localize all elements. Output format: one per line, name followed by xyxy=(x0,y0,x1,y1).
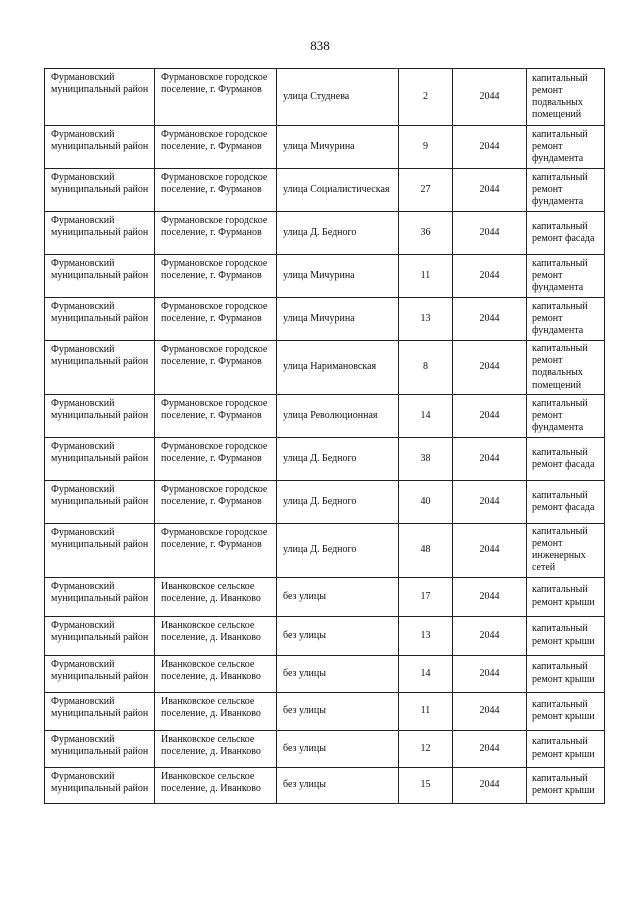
work-type-cell: капитальный ремонт фундамента xyxy=(527,298,605,341)
street-cell: улица Мичурина xyxy=(277,255,399,298)
settlement-cell: Фурмановское городское поселение, г. Фурманов xyxy=(155,394,277,437)
table-row xyxy=(45,212,605,255)
year-cell: 2044 xyxy=(453,523,527,577)
district-cell: Фурмановский муниципальный район xyxy=(45,126,155,169)
settlement-cell: Иванковское сельское поселение, д. Иванково xyxy=(155,577,277,616)
work-type-cell: капитальный ремонт крыши xyxy=(527,767,605,803)
house-number-cell: 15 xyxy=(399,767,453,803)
table-row xyxy=(45,692,605,730)
year-cell: 2044 xyxy=(453,255,527,298)
year-cell: 2044 xyxy=(453,437,527,480)
district-cell: Фурмановский муниципальный район xyxy=(45,298,155,341)
house-number-cell: 13 xyxy=(399,298,453,341)
work-type-cell: капитальный ремонт крыши xyxy=(527,692,605,730)
street-cell: улица Мичурина xyxy=(277,126,399,169)
district-cell: Фурмановский муниципальный район xyxy=(45,255,155,298)
settlement-cell: Фурмановское городское поселение, г. Фурманов xyxy=(155,69,277,126)
district-cell: Фурмановский муниципальный район xyxy=(45,212,155,255)
street-cell: улица Д. Бедного xyxy=(277,212,399,255)
district-cell: Фурмановский муниципальный район xyxy=(45,577,155,616)
house-number-cell: 8 xyxy=(399,341,453,395)
table-row xyxy=(45,577,605,616)
settlement-cell: Фурмановское городское поселение, г. Фурманов xyxy=(155,480,277,523)
year-cell: 2044 xyxy=(453,126,527,169)
district-cell: Фурмановский муниципальный район xyxy=(45,341,155,395)
year-cell: 2044 xyxy=(453,341,527,395)
house-number-cell: 17 xyxy=(399,577,453,616)
work-type-cell: капитальный ремонт крыши xyxy=(527,730,605,767)
street-cell: без улицы xyxy=(277,730,399,767)
district-cell: Фурмановский муниципальный район xyxy=(45,730,155,767)
work-type-cell: капитальный ремонт фундамента xyxy=(527,394,605,437)
table-row xyxy=(45,255,605,298)
district-cell: Фурмановский муниципальный район xyxy=(45,437,155,480)
table-row xyxy=(45,169,605,212)
settlement-cell: Фурмановское городское поселение, г. Фурманов xyxy=(155,523,277,577)
house-number-cell: 11 xyxy=(399,692,453,730)
table-row xyxy=(45,298,605,341)
settlement-cell: Фурмановское городское поселение, г. Фурманов xyxy=(155,437,277,480)
page-number: 838 xyxy=(310,38,330,53)
work-type-cell: капитальный ремонт фундамента xyxy=(527,169,605,212)
table-row xyxy=(45,394,605,437)
house-number-cell: 12 xyxy=(399,730,453,767)
settlement-cell: Фурмановское городское поселение, г. Фурманов xyxy=(155,341,277,395)
street-cell: улица Революционная xyxy=(277,394,399,437)
settlement-cell: Иванковское сельское поселение, д. Иванково xyxy=(155,692,277,730)
year-cell: 2044 xyxy=(453,169,527,212)
table-row xyxy=(45,767,605,803)
year-cell: 2044 xyxy=(453,616,527,655)
work-type-cell: капитальный ремонт фасада xyxy=(527,480,605,523)
house-number-cell: 11 xyxy=(399,255,453,298)
year-cell: 2044 xyxy=(453,577,527,616)
table-row xyxy=(45,655,605,692)
settlement-cell: Иванковское сельское поселение, д. Иванково xyxy=(155,767,277,803)
house-number-cell: 36 xyxy=(399,212,453,255)
district-cell: Фурмановский муниципальный район xyxy=(45,523,155,577)
year-cell: 2044 xyxy=(453,212,527,255)
settlement-cell: Иванковское сельское поселение, д. Иванково xyxy=(155,730,277,767)
street-cell: улица Д. Бедного xyxy=(277,437,399,480)
year-cell: 2044 xyxy=(453,480,527,523)
work-type-cell: капитальный ремонт подвальных помещений xyxy=(527,69,605,126)
table-row xyxy=(45,437,605,480)
house-number-cell: 38 xyxy=(399,437,453,480)
year-cell: 2044 xyxy=(453,655,527,692)
table-body xyxy=(45,69,605,804)
work-type-cell: капитальный ремонт подвальных помещений xyxy=(527,341,605,395)
work-type-cell: капитальный ремонт фасада xyxy=(527,212,605,255)
district-cell: Фурмановский муниципальный район xyxy=(45,480,155,523)
table-row xyxy=(45,730,605,767)
table-row xyxy=(45,69,605,126)
district-cell: Фурмановский муниципальный район xyxy=(45,394,155,437)
district-cell: Фурмановский муниципальный район xyxy=(45,616,155,655)
district-cell: Фурмановский муниципальный район xyxy=(45,169,155,212)
house-number-cell: 27 xyxy=(399,169,453,212)
street-cell: без улицы xyxy=(277,577,399,616)
district-cell: Фурмановский муниципальный район xyxy=(45,692,155,730)
table-row xyxy=(45,126,605,169)
house-number-cell: 14 xyxy=(399,655,453,692)
work-type-cell: капитальный ремонт крыши xyxy=(527,655,605,692)
street-cell: улица Наримановская xyxy=(277,341,399,395)
year-cell: 2044 xyxy=(453,298,527,341)
table-row xyxy=(45,480,605,523)
street-cell: улица Студнева xyxy=(277,69,399,126)
settlement-cell: Иванковское сельское поселение, д. Иванково xyxy=(155,616,277,655)
house-number-cell: 14 xyxy=(399,394,453,437)
settlement-cell: Фурмановское городское поселение, г. Фурманов xyxy=(155,126,277,169)
year-cell: 2044 xyxy=(453,69,527,126)
settlement-cell: Фурмановское городское поселение, г. Фурманов xyxy=(155,255,277,298)
street-cell: улица Д. Бедного xyxy=(277,523,399,577)
work-type-cell: капитальный ремонт крыши xyxy=(527,616,605,655)
work-type-cell: капитальный ремонт фундамента xyxy=(527,255,605,298)
settlement-cell: Фурмановское городское поселение, г. Фурманов xyxy=(155,298,277,341)
street-cell: улица Социалистическая xyxy=(277,169,399,212)
street-cell: без улицы xyxy=(277,692,399,730)
year-cell: 2044 xyxy=(453,692,527,730)
street-cell: без улицы xyxy=(277,655,399,692)
table-row xyxy=(45,616,605,655)
district-cell: Фурмановский муниципальный район xyxy=(45,69,155,126)
street-cell: улица Д. Бедного xyxy=(277,480,399,523)
work-type-cell: капитальный ремонт инженерных сетей xyxy=(527,523,605,577)
district-cell: Фурмановский муниципальный район xyxy=(45,655,155,692)
street-cell: без улицы xyxy=(277,616,399,655)
house-number-cell: 40 xyxy=(399,480,453,523)
house-number-cell: 13 xyxy=(399,616,453,655)
street-cell: без улицы xyxy=(277,767,399,803)
table-row xyxy=(45,523,605,577)
settlement-cell: Иванковское сельское поселение, д. Иванково xyxy=(155,655,277,692)
table-row xyxy=(45,341,605,395)
repair-schedule-table xyxy=(44,68,605,804)
year-cell: 2044 xyxy=(453,394,527,437)
house-number-cell: 2 xyxy=(399,69,453,126)
settlement-cell: Фурмановское городское поселение, г. Фурманов xyxy=(155,212,277,255)
district-cell: Фурмановский муниципальный район xyxy=(45,767,155,803)
house-number-cell: 48 xyxy=(399,523,453,577)
work-type-cell: капитальный ремонт фасада xyxy=(527,437,605,480)
year-cell: 2044 xyxy=(453,730,527,767)
work-type-cell: капитальный ремонт крыши xyxy=(527,577,605,616)
year-cell: 2044 xyxy=(453,767,527,803)
street-cell: улица Мичурина xyxy=(277,298,399,341)
house-number-cell: 9 xyxy=(399,126,453,169)
settlement-cell: Фурмановское городское поселение, г. Фурманов xyxy=(155,169,277,212)
work-type-cell: капитальный ремонт фундамента xyxy=(527,126,605,169)
